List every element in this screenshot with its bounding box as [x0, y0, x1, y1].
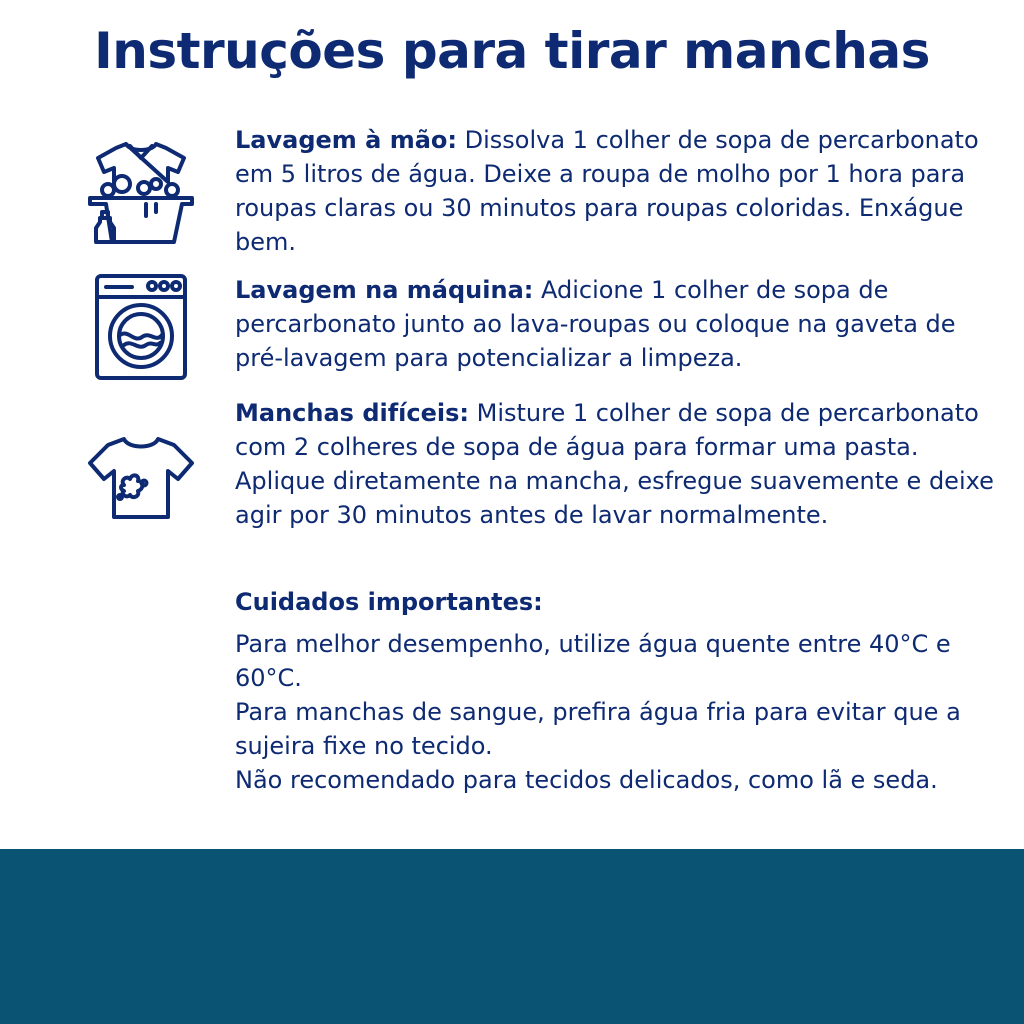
hand-wash-basin-icon [86, 138, 196, 248]
section-hand-wash [235, 123, 1005, 259]
care-item: Para manchas de sangue, prefira água fria para evitar que a sujeira fixe no tecido. [235, 698, 961, 760]
page-title: Instruções para tirar manchas [94, 22, 930, 80]
care-section [235, 585, 1005, 797]
section-label: Lavagem à mão: [235, 126, 457, 154]
care-item: Não recomendado para tecidos delicados, como lã e seda. [235, 766, 938, 794]
section-label: Lavagem na máquina: [235, 276, 534, 304]
section-tough-stains [235, 396, 1005, 532]
care-title: Cuidados importantes: [235, 588, 543, 616]
section-label: Manchas difíceis: [235, 399, 469, 427]
section-text: Dissolva 1 colher de sopa de percarbonato em 5 litros de água. Deixe a roupa de molho por 1 hora para roupas claras ou 30 minutos para roupas coloridas. Enxágue bem. [235, 126, 979, 256]
stained-tshirt-icon [86, 435, 196, 521]
washing-machine-icon [94, 273, 188, 381]
section-text: Misture 1 colher de sopa de percarbonato com 2 colheres de sopa de água para formar uma pasta. Aplique diretamente na mancha, esfregue suavemente e deixe agir por 30 minutos antes de lavar normalmente. [235, 399, 994, 529]
care-item: Para melhor desempenho, utilize água quente entre 40°C e 60°C. [235, 630, 951, 692]
section-text: Adicione 1 colher de sopa de percarbonato junto ao lava-roupas ou coloque na gaveta de pré-lavagem para potencializar a limpeza. [235, 276, 956, 372]
section-machine-wash [235, 273, 1005, 375]
footer-band [0, 849, 1024, 1024]
